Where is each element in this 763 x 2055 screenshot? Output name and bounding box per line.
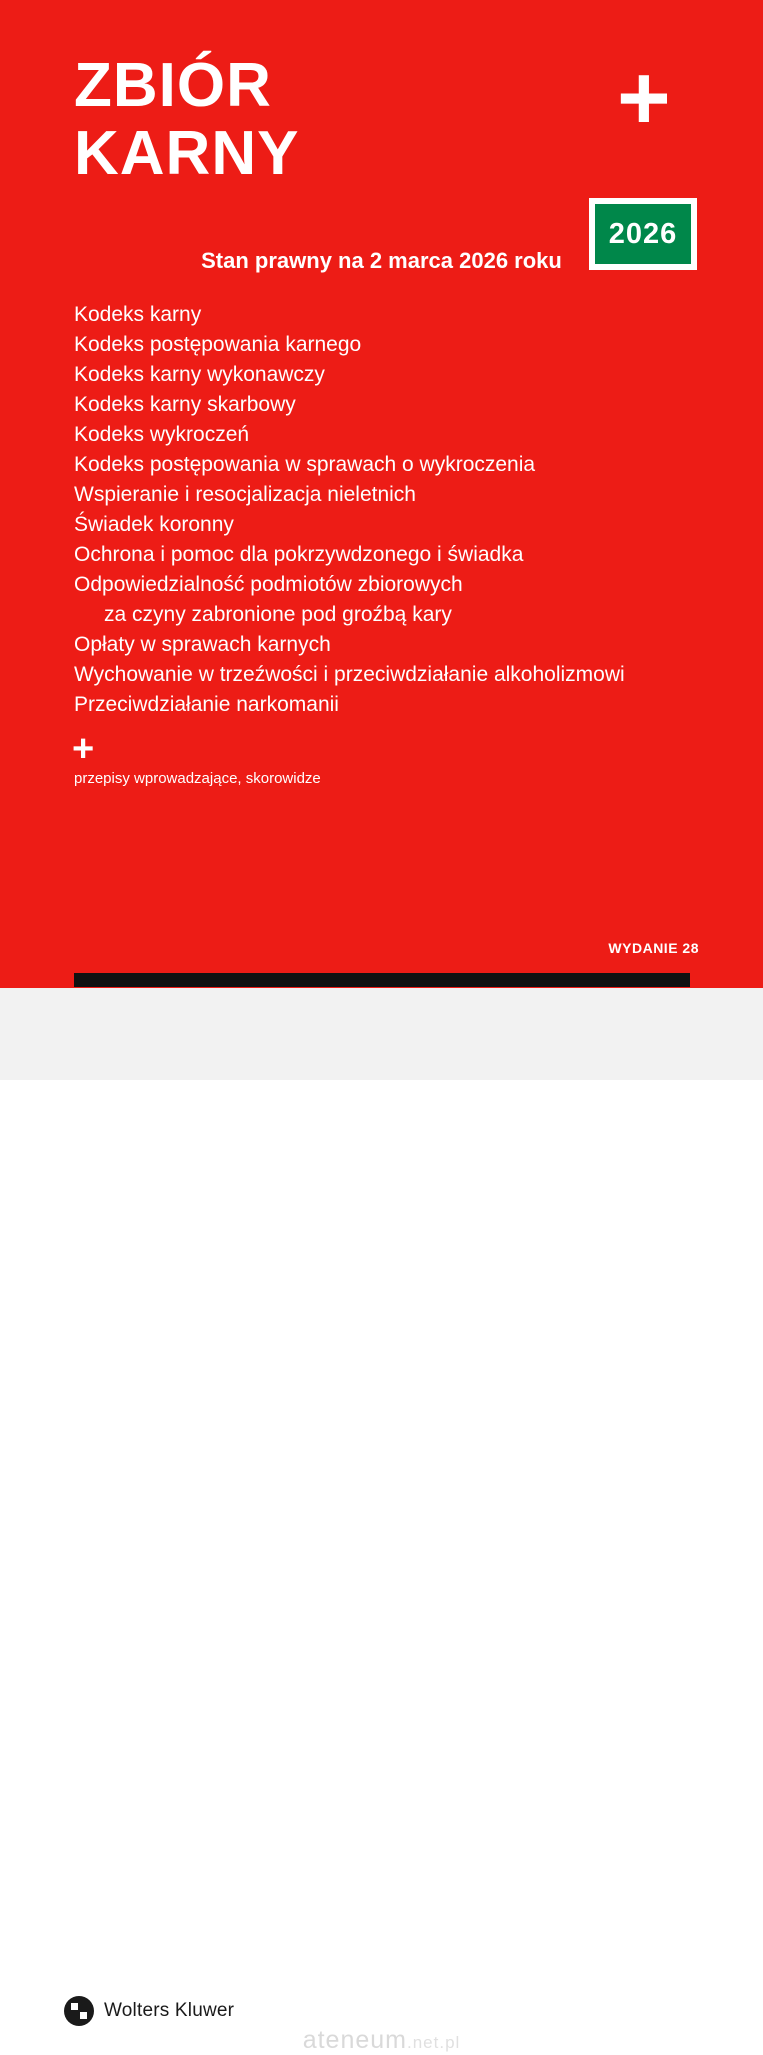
list-item: Kodeks karny [74,303,202,326]
publisher-name: Wolters Kluwer [104,2000,235,2021]
plus-icon-top: + [617,47,671,149]
list-item: Kodeks karny skarbowy [74,393,296,416]
extras-note: przepisy wprowadzające, skorowidze [74,770,321,787]
watermark-suffix: .net.pl [406,2033,461,2052]
list-item: Świadek koronny [74,513,234,536]
year-badge-label: 2026 [608,217,678,250]
publisher-block [64,1996,234,2026]
list-item: za czyny zabronione pod groźbą kary [104,603,452,626]
list-item: Wspieranie i resocjalizacja nieletnich [74,483,416,506]
cover-title [74,52,554,188]
watermark-main: ateneum [302,2026,407,2054]
cover-footer [0,988,763,2054]
legal-status-date: Stan prawny na 2 marca 2026 roku [201,248,562,273]
list-item: Kodeks postępowania w sprawach o wykroczenia [74,453,536,476]
list-item: Kodeks postępowania karnego [74,333,362,356]
decorative-black-bar [74,973,690,987]
title-line-2: KARNY [74,119,300,188]
list-item: Ochrona i pomoc dla pokrzywdzonego i świadka [74,543,524,566]
wolters-kluwer-logo-icon [64,1996,94,2026]
list-item: Kodeks wykroczeń [74,423,250,446]
title-line-1: ZBIÓR [74,51,272,120]
edition-label: WYDANIE 28 [608,940,699,956]
list-item: Odpowiedzialność podmiotów zbiorowych [74,573,463,596]
list-item: Opłaty w sprawach karnych [74,633,331,656]
plus-icon-bottom: + [72,728,95,770]
list-item: Kodeks karny wykonawczy [74,363,325,386]
watermark [0,2026,763,2055]
list-item: Wychowanie w trzeźwości i przeciwdziałanie alkoholizmowi [74,663,625,686]
contents-list [74,300,714,720]
list-item: Przeciwdziałanie narkomanii [74,693,339,716]
